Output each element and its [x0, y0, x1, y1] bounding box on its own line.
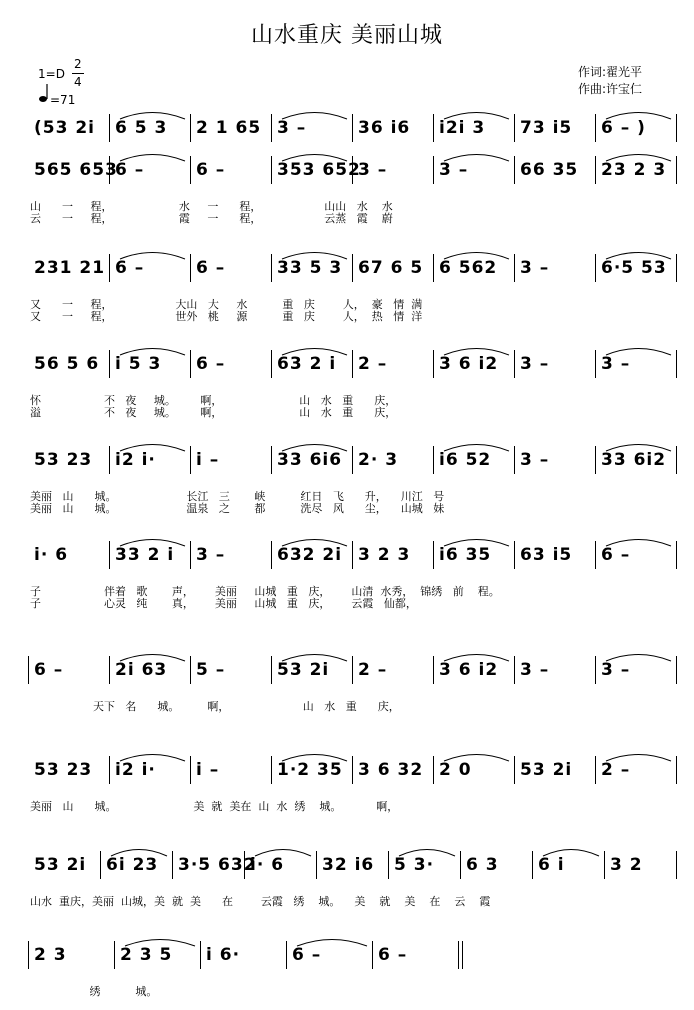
slur-mark [119, 535, 186, 547]
measure-notes: 3 – [439, 160, 469, 180]
measure-notes: 6 – [196, 354, 226, 374]
measure-notes: i· 6 [250, 855, 285, 875]
slur-mark [119, 108, 186, 120]
measure-notes: 53 23 [34, 450, 93, 470]
bar-line [433, 114, 434, 142]
measure-notes: 33 6i2 [601, 450, 667, 470]
stave-line [30, 160, 678, 225]
measure-notes: 32 i6 [322, 855, 375, 875]
measure-notes: i – [196, 760, 220, 780]
bar-line [109, 114, 110, 142]
measure-notes: 53 2i [520, 760, 573, 780]
slur-mark [281, 750, 348, 762]
bar-line [271, 156, 272, 184]
measure-notes: i6 52 [439, 450, 492, 470]
measure-notes: 6 – [115, 258, 145, 278]
stave-line [30, 450, 678, 515]
measure-notes: 6·5 53 [601, 258, 667, 278]
bar-line [514, 756, 515, 784]
measure-notes: 3 – [520, 354, 550, 374]
slur-mark [443, 535, 510, 547]
slur-mark [119, 750, 186, 762]
bar-line [676, 541, 677, 569]
measure-notes: 2 – [358, 660, 388, 680]
bar-line [190, 254, 191, 282]
slur-mark [254, 845, 312, 857]
measure-notes: 33 6i6 [277, 450, 343, 470]
bar-line [190, 756, 191, 784]
slur-mark [443, 108, 510, 120]
lyrics-verse-2: 又 一 程， 世外 桃 源 重 庆 人， 热 情 洋 [30, 310, 423, 323]
lyrics-verse-1: 子 伴着 歌 声， 美丽 山城 重 庆， 山清 水秀， 锦绣 前 程。 [30, 585, 500, 598]
stave-line [30, 945, 678, 1005]
bar-line [595, 656, 596, 684]
measure-notes: 3 – [520, 450, 550, 470]
slur-mark [281, 344, 348, 356]
measure-notes: 6 3 [466, 855, 499, 875]
slur-mark [281, 535, 348, 547]
measure-notes: 3 2 [610, 855, 643, 875]
slur-mark [605, 440, 672, 452]
measure-notes: 5 – [196, 660, 226, 680]
bar-line [190, 656, 191, 684]
slur-mark [605, 150, 672, 162]
bar-line [352, 756, 353, 784]
bar-line [458, 941, 459, 969]
measure-notes: 2 – [358, 354, 388, 374]
bar-line [514, 114, 515, 142]
bar-line [190, 350, 191, 378]
measure-notes: 3 – [358, 160, 388, 180]
measure-notes: 36 i6 [358, 118, 411, 138]
measure-notes: 231 21 [34, 258, 106, 278]
slur-mark [443, 440, 510, 452]
bar-line [352, 656, 353, 684]
lyrics-verse-1: 山 一 程， 水 一 程， 山山 水 水 [30, 200, 393, 213]
measure-notes: i 6· [206, 945, 241, 965]
measure-notes: 6 – [601, 545, 631, 565]
measure-notes: i – [196, 450, 220, 470]
bar-line [514, 156, 515, 184]
bar-line [114, 941, 115, 969]
bar-line [352, 254, 353, 282]
bar-line [604, 851, 605, 879]
measure-notes: 6 – ) [601, 118, 646, 138]
measure-notes: 53 23 [34, 760, 93, 780]
slur-mark [119, 150, 186, 162]
bar-line [388, 851, 389, 879]
bar-line [433, 446, 434, 474]
bar-line [352, 156, 353, 184]
bar-line [676, 350, 677, 378]
slur-mark [605, 248, 672, 260]
measure-notes: i2 i· [115, 450, 156, 470]
composer: 作曲:许宝仁 [578, 82, 643, 96]
lyrics-verse-1: 怀 不 夜 城。 啊， 山 水 重 庆， [30, 394, 397, 407]
measure-notes: i 5 3 [115, 354, 162, 374]
slur-mark [605, 650, 672, 662]
bar-line [352, 114, 353, 142]
slur-mark [443, 344, 510, 356]
stave-line [30, 660, 678, 720]
slur-mark [281, 150, 348, 162]
measure-notes: 2i 63 [115, 660, 168, 680]
lyrics-verse-2: 云 一 程， 霞 一 程， 云蒸 霞 蔚 [30, 212, 393, 225]
slur-mark [398, 845, 456, 857]
slur-mark [443, 650, 510, 662]
measure-notes: 3 – [601, 660, 631, 680]
bar-line [28, 941, 29, 969]
bar-line [433, 541, 434, 569]
stave-line [30, 354, 678, 419]
slur-mark [119, 248, 186, 260]
bar-line [595, 446, 596, 474]
lyrics-verse-2: 溢 不 夜 城。 啊， 山 水 重 庆， [30, 406, 397, 419]
measure-notes: i2 i· [115, 760, 156, 780]
bar-line [676, 446, 677, 474]
stave-line [30, 545, 678, 610]
measure-notes: 53 2i [277, 660, 330, 680]
measure-notes: 5 3· [394, 855, 435, 875]
measure-notes: 1·2 35 [277, 760, 343, 780]
lyrics-verse-1: 天下 名 城。 啊， 山 水 重 庆， [30, 700, 400, 713]
bar-line [514, 656, 515, 684]
time-signature-top: 2 [74, 57, 82, 71]
bar-line [433, 254, 434, 282]
lyrics-verse-1: 美丽 山 城。 长江 三 峡 红日 飞 升， 川江 号 [30, 490, 445, 503]
bar-line [514, 446, 515, 474]
slur-mark [119, 650, 186, 662]
bar-line [676, 851, 677, 879]
bar-line [433, 350, 434, 378]
bar-line [372, 941, 373, 969]
bar-line [109, 656, 110, 684]
bar-line [109, 756, 110, 784]
bar-line [595, 756, 596, 784]
measure-notes: 3 6 i2 [439, 660, 499, 680]
bar-line [514, 350, 515, 378]
measure-notes: 3 6 32 [358, 760, 424, 780]
measure-notes: 63 i5 [520, 545, 573, 565]
bar-line [271, 541, 272, 569]
measure-notes: 2· 3 [358, 450, 399, 470]
bar-line [595, 350, 596, 378]
measure-notes: 6 i [538, 855, 565, 875]
slur-mark [281, 440, 348, 452]
slur-mark [281, 108, 348, 120]
lyrics-verse-1: 绣 城。 [30, 985, 158, 998]
measure-notes: 3 – [277, 118, 307, 138]
measure-notes: 3 – [520, 258, 550, 278]
measure-notes: 6 – [196, 160, 226, 180]
measure-notes: 2 1 65 [196, 118, 262, 138]
slur-mark [443, 150, 510, 162]
bar-line [109, 254, 110, 282]
bar-line [190, 446, 191, 474]
bar-line [172, 851, 173, 879]
bar-line [244, 851, 245, 879]
lyrics-verse-2: 美丽 山 城。 温泉 之 都 洗尽 风 尘， 山城 妹 [30, 502, 445, 515]
bar-line [28, 656, 29, 684]
slur-mark [124, 935, 196, 947]
measure-notes: 3 – [601, 354, 631, 374]
measure-notes: i· 6 [34, 545, 69, 565]
bar-line [271, 446, 272, 474]
measure-notes: 3 2 3 [358, 545, 411, 565]
bar-line [190, 114, 191, 142]
slur-mark [605, 344, 672, 356]
bar-line [433, 656, 434, 684]
measure-notes: 2 3 5 [120, 945, 173, 965]
lyrics-verse-1: 又 一 程， 大山 大 水 重 庆 人， 豪 情 满 [30, 298, 423, 311]
bar-line [271, 350, 272, 378]
bar-line [109, 446, 110, 474]
measure-notes: 56 5 6 [34, 354, 100, 374]
measure-notes: 2 – [601, 760, 631, 780]
bar-line [200, 941, 201, 969]
measure-notes: 565 653 [34, 160, 118, 180]
bar-line [100, 851, 101, 879]
credits [578, 64, 642, 98]
slur-mark [443, 750, 510, 762]
slur-mark [443, 248, 510, 260]
bar-line [676, 756, 677, 784]
bar-line [676, 156, 677, 184]
measure-notes: 6 – [34, 660, 64, 680]
measure-notes: 3 6 i2 [439, 354, 499, 374]
measure-notes: 6 – [196, 258, 226, 278]
measure-notes: 6 5 3 [115, 118, 168, 138]
measure-notes: 6 562 [439, 258, 498, 278]
bar-line [109, 541, 110, 569]
measure-notes: 73 i5 [520, 118, 573, 138]
measure-notes: 6 – [378, 945, 408, 965]
measure-notes: 53 2i [34, 855, 87, 875]
slur-mark [605, 750, 672, 762]
lyricist: 作词:翟光平 [578, 65, 643, 79]
bar-line [460, 851, 461, 879]
bar-line [595, 254, 596, 282]
bar-line [190, 541, 191, 569]
measure-notes: 3 – [520, 660, 550, 680]
time-signature-bottom: 4 [74, 75, 82, 89]
bar-line [109, 156, 110, 184]
bar-line [271, 656, 272, 684]
measure-notes: 23 2 3 [601, 160, 667, 180]
measure-notes: 6 – [115, 160, 145, 180]
slur-mark [110, 845, 168, 857]
slur-mark [281, 650, 348, 662]
bar-line [352, 446, 353, 474]
bar-line [514, 254, 515, 282]
stave-line [30, 855, 678, 915]
bar-line [433, 156, 434, 184]
measure-notes: (53 2i [34, 118, 96, 138]
measure-notes: 2 0 [439, 760, 472, 780]
slur-mark [119, 440, 186, 452]
bar-line [514, 541, 515, 569]
bar-line [676, 114, 677, 142]
bar-line [433, 756, 434, 784]
slur-mark [296, 935, 368, 947]
stave-line [30, 258, 678, 323]
bar-line [271, 114, 272, 142]
bar-line [352, 350, 353, 378]
tempo-marking: =71 [50, 93, 76, 107]
measure-notes: i2i 3 [439, 118, 486, 138]
bar-line [532, 851, 533, 879]
score-title: 山水重庆 美丽山城 [251, 23, 443, 48]
key-signature: 1=D [38, 67, 65, 81]
measure-notes: 353 652 [277, 160, 361, 180]
lyrics-verse-1: 山水 重庆，美丽 山城，美 就 美 在 云霞 绣 城。 美 就 美 在 云 霞 [30, 895, 491, 908]
bar-line [109, 350, 110, 378]
bar-line [271, 254, 272, 282]
lyrics-verse-2: 子 心灵 纯 真， 美丽 山城 重 庆， 云霞 仙都， [30, 597, 417, 610]
measure-notes: i6 35 [439, 545, 492, 565]
bar-line [676, 254, 677, 282]
bar-line [190, 156, 191, 184]
lyrics-verse-1: 美丽 山 城。 美 就 美在 山 水 绣 城。 啊， [30, 800, 399, 813]
bar-line [271, 756, 272, 784]
measure-notes: 6 – [292, 945, 322, 965]
stave-line [30, 760, 678, 820]
measure-notes: 6i 23 [106, 855, 159, 875]
measure-notes: 63 2 i [277, 354, 337, 374]
measure-notes: 2 3 [34, 945, 67, 965]
bar-line [595, 114, 596, 142]
measure-notes: 66 35 [520, 160, 579, 180]
measure-notes: 33 5 3 [277, 258, 343, 278]
slur-mark [119, 344, 186, 356]
bar-line [595, 541, 596, 569]
measure-notes: 3·5 632 [178, 855, 257, 875]
slur-mark [542, 845, 600, 857]
bar-line [676, 656, 677, 684]
slur-mark [605, 535, 672, 547]
measure-notes: 67 6 5 [358, 258, 424, 278]
bar-line [286, 941, 287, 969]
bar-line [316, 851, 317, 879]
slur-mark [281, 248, 348, 260]
measure-notes: 3 – [196, 545, 226, 565]
slur-mark [605, 108, 672, 120]
bar-line [595, 156, 596, 184]
measure-notes: 632 2i [277, 545, 343, 565]
bar-line [352, 541, 353, 569]
measure-notes: 33 2 i [115, 545, 175, 565]
